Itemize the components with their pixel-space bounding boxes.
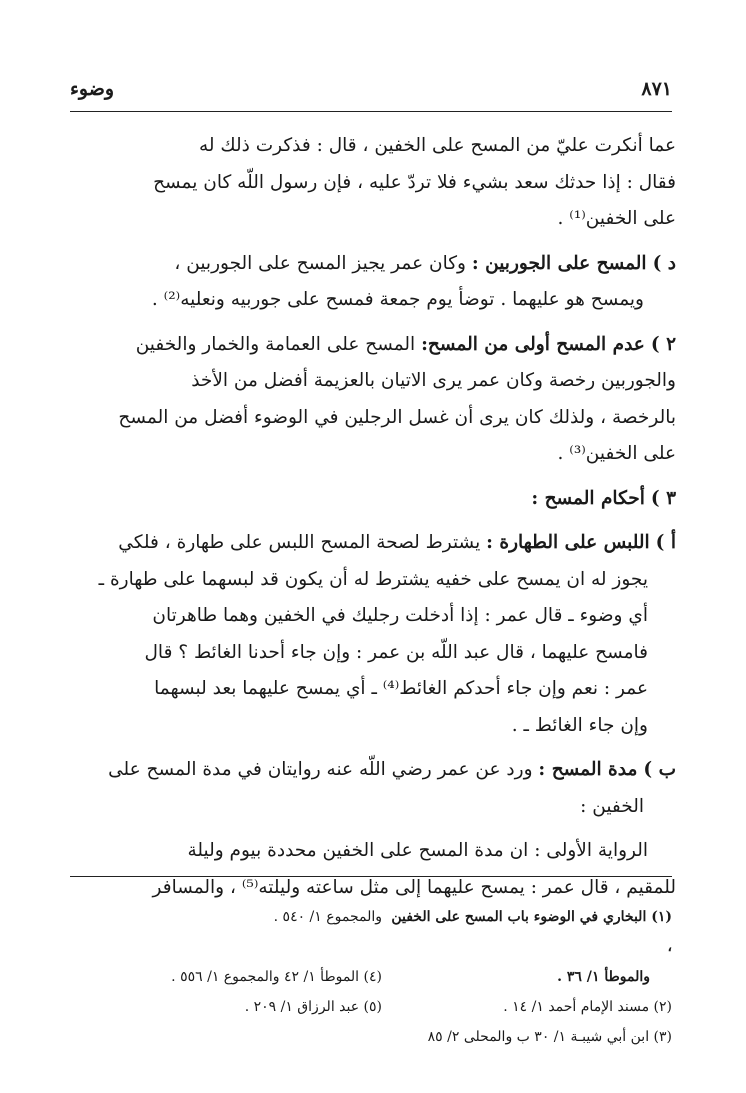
footnote-5: (٥) عبد الرزاق ١/ ٢٠٩ . [244,999,382,1015]
footnote-row [70,1022,672,1052]
section-heading: اللبس على الطهارة : [486,532,650,553]
section-title: وضوء [70,78,115,100]
section-marker: أ ) [655,532,676,553]
section-heading: المسح على الجوربين : [471,252,647,274]
footnote-3: (٣) ابن أبي شيبـة ١/ ٣٠ ب والمحلى ٢/ ٨٥ [427,1029,672,1045]
footnote-4: (٤) الموطأ ١/ ٤٢ والمجموع ١/ ٥٥٦ . [171,969,382,985]
section-3-rulings [68,481,676,518]
section-marker: ب ) [643,759,676,780]
main-text [68,128,676,906]
paragraph-first-narration: الرواية الأولى : ان مدة المسح على الخفين محددة بيوم وليلة للمقيم ، قال عمر : يمسح عليهما إلى مثل ساعته وليلته⁽⁵⁾ ، والمسافر [152,840,676,898]
subsection-a-purity: أ )اللبس على الطهارة : يشترط لصحة المسح اللبس على طهارة ، فلكي يجوز له ان يمسح على خفيه يشترط له أن يكون قد لبسهما على طهارة ـ أي وضوء ـ قال عمر : إذا أدخلت رجليك في الخفين وهما طاهرتان فامسح عليهما ، قال عبد اللّه بن عمر : وإن جاء أحدنا الغائط ؟ قال عمر : نعم وإن جاء أحدكم الغائط⁽⁴⁾ ـ أي يمسح عليهما بعد لبسهما وإن جاء الغائط ـ . [98,532,676,736]
page-number: ٨٧١ [641,78,672,100]
footnote-1-continued: والمجموع ١/ ٥٤٠ . [273,909,382,925]
running-header [70,78,672,100]
section-heading: مدة المسح : [538,759,638,780]
footnotes [70,902,672,1052]
section-marker: ٣ ) [650,487,676,509]
section-2-no-wiping: ٢ )عدم المسح أولى من المسح: المسح على العمامة والخمار والخفين والجوربين رخصة وكان عمر يرى الاتيان بالعزيمة أفضل من الأخذ بالرخصة ، ولذلك كان يرى أن غسل الرجلين في الوضوء أفضل من المسح على الخفين⁽³⁾ . [118,333,676,464]
footnote-divider [70,876,672,877]
footnote-1-source: والموطأ ١/ ٣٦ . [557,969,650,985]
header-divider [70,111,672,112]
section-heading: أحكام المسح : [531,487,645,509]
section-marker: د ) [652,252,676,274]
paragraph-hadith-saad: عما أنكرت عليّ من المسح على الخفين ، قال : فذكرت ذلك له فقال : إذا حدثك سعد بشيء فلا تردّ عليه ، فإن رسول اللّه كان يمسح على الخفين⁽¹⁾ . [153,135,676,229]
footnote-2: (٢) مسند الإمام أحمد ١/ ١٤ . [503,999,672,1015]
section-d-jawrab: د )المسح على الجوربين : وكان عمر يجيز المسح على الجوربين ، ويمسح هو عليهما . توضأ يوم جمعة فمسح على جوربيه ونعليه⁽²⁾ . [151,252,676,310]
subsection-b-duration: ب )مدة المسح : ورد عن عمر رضي اللّه عنه روايتان في مدة المسح على الخفين : [108,759,676,817]
footnote-row [70,902,672,962]
footnote-1: (١) البخاري في الوضوء باب المسح على الخفين ، [391,909,672,955]
footnote-row [70,992,672,1022]
section-heading: عدم المسح أولى من المسح: [421,333,645,355]
footnote-row [70,962,672,992]
section-marker: ٢ ) [650,333,676,355]
